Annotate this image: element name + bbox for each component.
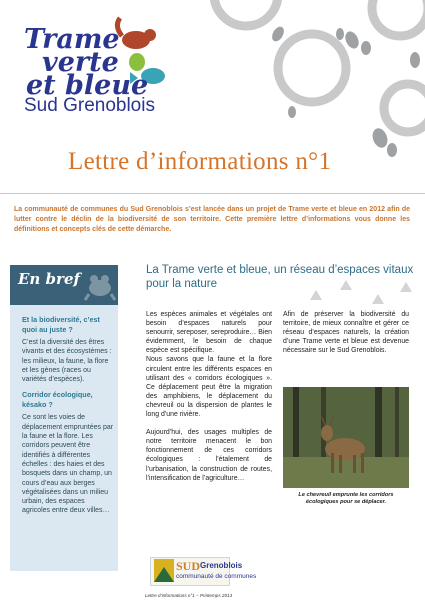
sidebar-answer: Ce sont les voies de déplacement empruntées par la faune et la flore. Les corridors peuvent être identifiés à différentes échelles : des haies et des bosquets dans un champ, un cours d’eau aux berges végétalisées dans un milieu urbain, des espaces agricoles entre deux villes… bbox=[22, 414, 114, 515]
brand-sud: SUD bbox=[176, 559, 201, 573]
brand-grenoblois: Grenoblois bbox=[200, 561, 243, 570]
logo-text: Trame verte et bleue bbox=[24, 24, 149, 101]
article-paragraph: Nous savons que la faune et la flore circulent entre les différents espaces en utilisant des « corridors écologiques ». Ce déplacement peut être la migration des amphibiens, le déplacement du chevreuil ou la dispersion de plantes le long d’une rivière. bbox=[146, 356, 272, 419]
deer-photo bbox=[283, 387, 409, 488]
sidebar-content bbox=[22, 315, 114, 516]
sidebar-answer: C’est la diversité des êtres vivants et des écosystèmes : les milieux, la faune, la flore et les gènes (races ou variétés d’espèces). bbox=[22, 339, 112, 384]
article-column-2 bbox=[283, 310, 409, 355]
page-title: Lettre d’informations n°1 bbox=[68, 148, 332, 175]
sidebar-question: Corridor écologique, késako ? bbox=[22, 390, 93, 409]
footer-text: Lettre d’informations n°1 – Printemps 2013 bbox=[145, 593, 233, 598]
divider bbox=[0, 193, 425, 194]
sidebar-question: Et la biodiversité, c’est quoi au juste ? bbox=[22, 315, 100, 334]
article-column-1 bbox=[146, 310, 272, 483]
brand-mark-icon bbox=[154, 559, 174, 582]
photo-caption: Le chevreuil emprunte les corridors écologiques pour se déplacer. bbox=[298, 492, 394, 506]
intro-paragraph: La communauté de communes du Sud Grenoblois s’est lancée dans un projet de Trame verte et bleue en 2012 afin de lutter contre le déclin de la biodiversité de son territoire. Cette première lettre d’informations vous donne les définitions et concepts clés de cette démarche. bbox=[14, 206, 410, 234]
logo-subtitle: Sud Grenoblois bbox=[24, 95, 155, 116]
article-paragraph: Les espèces animales et végétales ont besoin d’espaces naturels pour senourrir, sereposer, sereproduire… Bien évidemment, le besoin de chaque espèce est spécifique. bbox=[146, 311, 273, 355]
sidebar-heading: En bref bbox=[18, 270, 80, 288]
brand-subtitle: communauté de communes bbox=[176, 573, 257, 580]
article-paragraph: Afin de préserver la biodiversité du territoire, de mieux connaître et gérer ce réseau d’espaces naturels, la création d’une Trame verte et bleue est devenue nécessaire sur le Sud Grenoblois. bbox=[283, 311, 409, 355]
article-heading: La Trame verte et bleue, un réseau d’espaces vitaux pour la nature bbox=[146, 264, 414, 290]
article-paragraph: Aujourd’hui, des usages multiples de notre territoire menacent le bon fonctionnement de ces corridors écologiques : l’étalement de l’urbanisation, la construction de routes, l’intensification de l’agriculture… bbox=[146, 429, 272, 482]
frog-icon bbox=[84, 268, 116, 302]
